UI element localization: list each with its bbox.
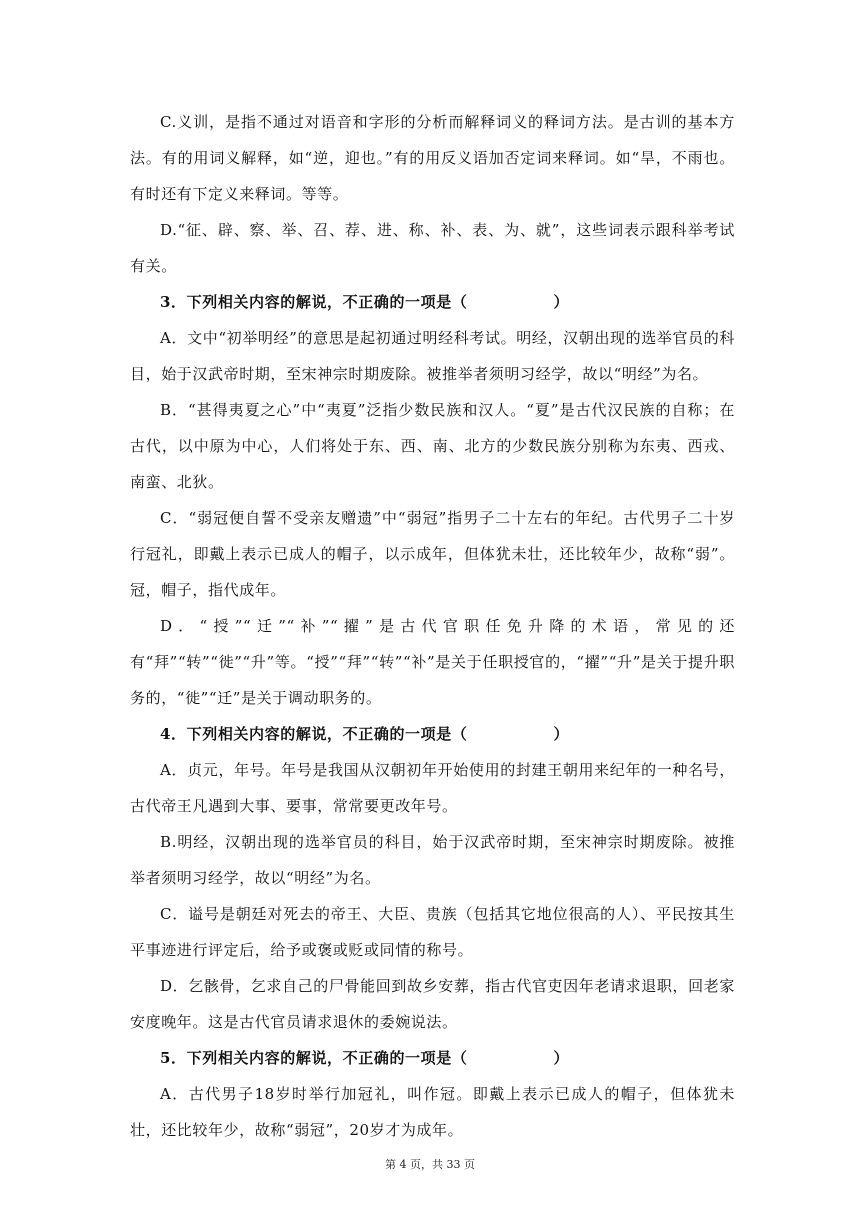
page-footer: 第 4 页，共 33 页 <box>385 1158 475 1171</box>
question-4 <box>130 716 735 752</box>
q4-option-d: D．乞骸骨，乞求自己的尸骨能回到故乡安葬，指古代官吏因年老请求退职，回老家安度晚年。这是古代官员请求退休的委婉说法。 <box>130 977 735 1031</box>
q3-option-c: C．“弱冠便自誓不受亲友赠遗”中“弱冠”指男子二十左右的年纪。古代男子二十岁行冠礼，即戴上表示已成人的帽子，以示成年，但体犹未壮，还比较年少，故称“弱”。冠，帽子，指代成年。 <box>130 509 735 599</box>
q4-option-b: B.明经，汉朝出现的选举官员的科目，始于汉武帝时期，至宋神宗时期废除。被推举者须明习经学，故以“明经”为名。 <box>130 833 735 887</box>
question-3-close: ） <box>553 293 570 311</box>
q4-option-c: C．谥号是朝廷对死去的帝王、大臣、贵族（包括其它地位很高的人）、平民按其生平事迹进行评定后，给予或褒或贬或同情的称号。 <box>130 905 735 959</box>
question-3-stem: 3．下列相关内容的解说，不正确的一项是（ <box>160 293 468 311</box>
question-3 <box>130 284 735 320</box>
q3-option-b: B．“甚得夷夏之心”中“夷夏”泛指少数民族和汉人。“夏”是古代汉民族的自称；在古代，以中原为中心，人们将处于东、西、南、北方的少数民族分别称为东夷、西戎、南蛮、北狄。 <box>130 401 735 491</box>
paragraph-d-zheng: D.“征、辟、察、举、召、荐、进、称、补、表、为、就”，这些词表示跟科举考试有关。 <box>130 221 735 275</box>
question-4-stem: 4．下列相关内容的解说，不正确的一项是（ <box>160 725 468 743</box>
q3-option-a: A．文中“初举明经”的意思是起初通过明经科考试。明经，汉朝出现的选举官员的科目，始于汉武帝时期，至宋神宗时期废除。被推举者须明习经学，故以“明经”为名。 <box>130 329 735 383</box>
q3-option-d: D．“授”“迁”“补”“擢”是古代官职任免升降的术语，常见的还有“拜”“转”“徙”“升”等。“授”“拜”“转”“补”是关于任职授官的，“擢”“升”是关于提升职务的，“徙”“迁”是关于调动职务的。 <box>130 617 735 707</box>
question-5-close: ） <box>553 1049 570 1067</box>
question-5 <box>130 1040 735 1076</box>
q4-option-a: A．贞元，年号。年号是我国从汉朝初年开始使用的封建王朝用来纪年的一种名号，古代帝王凡遇到大事、要事，常常要更改年号。 <box>130 761 735 815</box>
question-5-stem: 5．下列相关内容的解说，不正确的一项是（ <box>160 1049 468 1067</box>
q5-option-a: A．古代男子18岁时举行加冠礼，叫作冠。即戴上表示已成人的帽子，但体犹未壮，还比较年少，故称“弱冠”，20岁才为成年。 <box>130 1085 735 1139</box>
question-4-close: ） <box>553 725 570 743</box>
paragraph-c-yixun: C.义训，是指不通过对语音和字形的分析而解释词义的释词方法。是古训的基本方法。有的用词义解释，如“逆，迎也。”有的用反义语加否定词来释词。如“旱，不雨也。有时还有下定义来释词。等等。 <box>130 113 735 203</box>
